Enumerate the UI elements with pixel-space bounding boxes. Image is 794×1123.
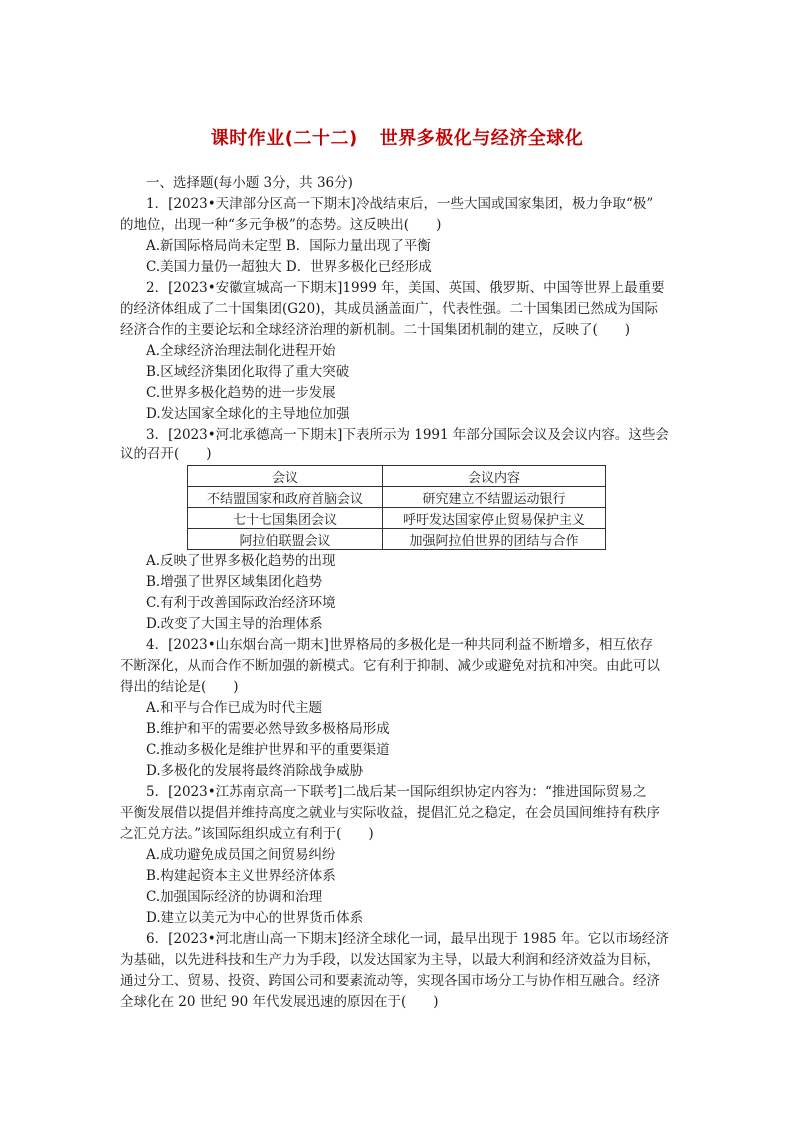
q6-stem-line3: 通过分工、贸易、投资、跨国公司和要素流动等，实现各国市场分工与协作相互融合。经济 — [120, 973, 660, 989]
q5-stem-line2: 平衡发展借以提倡并维持高度之就业与实际收益，提倡汇兑之稳定，在会员国间维持有秩序 — [120, 805, 660, 821]
q5-option-d: D.建立以美元为中心的世界货币体系 — [146, 910, 364, 926]
q4-option-d: D.多极化的发展将最终消除战争威胁 — [146, 763, 364, 779]
q1-options-ab: A.新国际格局尚未定型 B．国际力量出现了平衡 — [146, 238, 431, 254]
q3-option-b: B.增强了世界区域集团化趋势 — [146, 574, 323, 590]
table-row — [188, 487, 606, 508]
table-row — [188, 508, 606, 529]
q3-stem-line1: 3．[2023•河北承德高一下期末]下表所示为 1991 年部分国际会议及会议内容。这些会 — [146, 427, 669, 443]
q2-stem-line3: 经济合作的主要论坛和全球经济治理的新机制。二十国集团机制的建立，反映了( ) — [120, 322, 631, 338]
table-cell: 研究建立不结盟运动银行 — [383, 487, 606, 508]
q4-stem-line3: 得出的结论是( ) — [120, 679, 239, 695]
q2-option-d: D.发达国家全球化的主导地位加强 — [146, 406, 350, 422]
table-cell: 阿拉伯联盟会议 — [188, 529, 383, 550]
section-heading: 一、选择题(每小题 3分，共 36分) — [146, 175, 353, 191]
q6-stem-line2: 为基础，以先进科技和生产力为手段，以发达国家为主导，以最大利润和经济效益为目标， — [120, 952, 660, 968]
table-cell: 呼吁发达国家停止贸易保护主义 — [383, 508, 606, 529]
q5-option-c: C.加强国际经济的协调和治理 — [146, 889, 323, 905]
q3-option-c: C.有利于改善国际政治经济环境 — [146, 595, 336, 611]
q5-stem-line3: 之汇兑方法。”该国际组织成立有利于( ) — [120, 826, 374, 842]
title-lesson: 课时作业(二十二) — [210, 128, 358, 149]
table-cell: 不结盟国家和政府首脑会议 — [188, 487, 383, 508]
q4-option-b: B.维护和平的需要必然导致多极格局形成 — [146, 721, 390, 737]
q5-option-b: B.构建起资本主义世界经济体系 — [146, 868, 336, 884]
q3-option-d: D.改变了大国主导的治理体系 — [146, 616, 323, 632]
q4-option-a: A.和平与合作已成为时代主题 — [146, 700, 323, 716]
table-row — [188, 529, 606, 550]
q3-option-a: A.反映了世界多极化趋势的出现 — [146, 553, 336, 569]
q5-stem-line1: 5．[2023•江苏南京高一下联考]二战后某一国际组织协定内容为：“推进国际贸易之 — [146, 784, 647, 800]
q4-option-c: C.推动多极化是维护世界和平的重要渠道 — [146, 742, 390, 758]
table-header: 会议 — [188, 466, 383, 487]
q6-stem-line1: 6．[2023•河北唐山高一下期末]经济全球化一词，最早出现于 1985 年。它以市场经济 — [146, 931, 669, 947]
q2-stem-line1: 2．[2023•安徽宣城高一下期末]1999 年，美国、英国、俄罗斯、中国等世界上最重要 — [146, 280, 665, 296]
q4-stem-line2: 不断深化，从而合作不断加强的新模式。它有利于抑制、减少或避免对抗和冲突。由此可以 — [120, 658, 660, 674]
q1-options-cd: C.美国力量仍一超独大 D．世界多极化已经形成 — [146, 259, 432, 275]
q1-stem-line1: 1．[2023•天津部分区高一下期末]冷战结束后，一些大国或国家集团，极力争取“极” — [146, 196, 654, 212]
q2-stem-line2: 的经济体组成了二十国集团(G20)，其成员涵盖面广，代表性强。二十国集团已然成为国际 — [120, 301, 658, 317]
table-header: 会议内容 — [383, 466, 606, 487]
table-cell: 加强阿拉伯世界的团结与合作 — [383, 529, 606, 550]
q4-stem-line1: 4．[2023•山东烟台高一期末]世界格局的多极化是一种共同利益不断增多，相互依存 — [146, 637, 653, 653]
table-cell: 七十七国集团会议 — [188, 508, 383, 529]
title-topic: 世界多极化与经济全球化 — [379, 128, 584, 149]
q2-option-b: B.区域经济集团化取得了重大突破 — [146, 364, 350, 380]
q6-stem-line4: 全球化在 20 世纪 90 年代发展迅速的原因在于( ) — [120, 994, 439, 1010]
q2-option-a: A.全球经济治理法制化进程开始 — [146, 343, 336, 359]
meetings-table — [187, 465, 606, 550]
table-header-row — [188, 466, 606, 487]
q2-option-c: C.世界多极化趋势的进一步发展 — [146, 385, 336, 401]
q1-stem-line2: 的地位，出现一种“多元争极”的态势。这反映出( ) — [120, 217, 442, 233]
q3-stem-line2: 议的召开( ) — [120, 446, 212, 462]
page-title — [0, 124, 794, 150]
q5-option-a: A.成功避免成员国之间贸易纠纷 — [146, 847, 336, 863]
